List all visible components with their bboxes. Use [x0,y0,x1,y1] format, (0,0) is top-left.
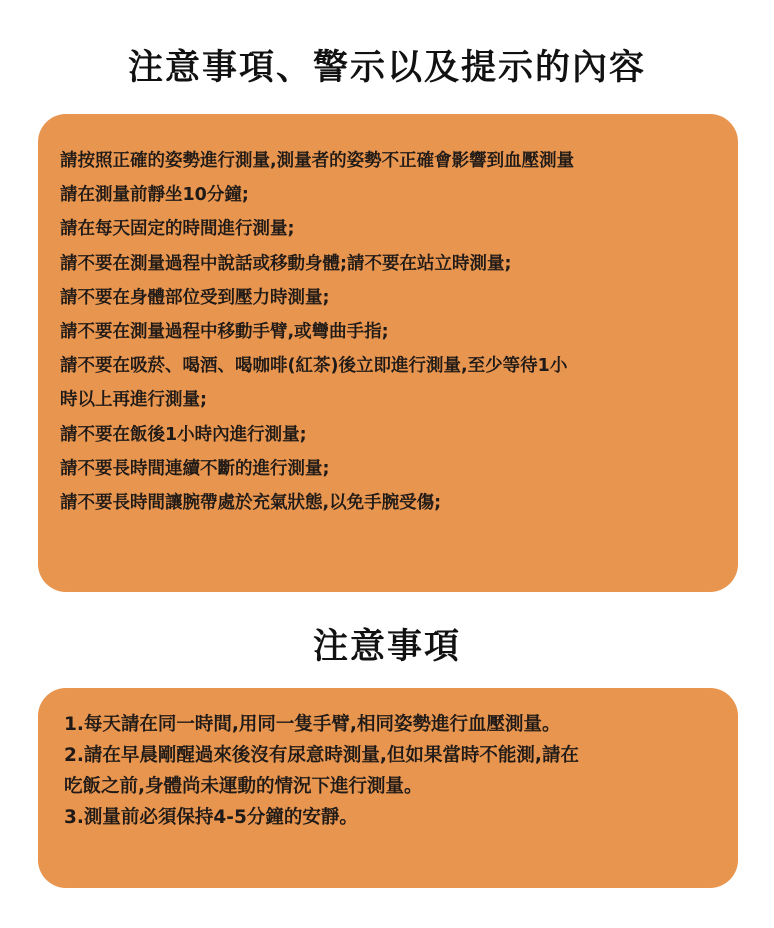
warning-item: 請不要在身體部位受到壓力時測量; [60,287,330,308]
warning-item: 請按照正確的姿勢進行測量,測量者的姿勢不正確會影響到血壓測量 [60,151,575,171]
warning-item: 請不要在飯後1小時內進行測量; [60,424,307,445]
warning-item: 請不要在吸菸、喝酒、喝咖啡(紅茶)後立即進行測量,至少等待1小 [60,356,568,377]
page-title: 注意事項、警示以及提示的內容 [127,48,646,88]
note-item: 3.測量前必須保持4-5分鐘的安靜。 [64,807,358,828]
warning-item: 請不要長時間連續不斷的進行測量; [60,458,330,479]
note-item: 2.請在早晨剛醒過來後沒有尿意時測量,但如果當時不能測,請在 [64,745,579,766]
note-item: 吃飯之前,身體尚未運動的情況下進行測量。 [64,776,423,797]
warning-item: 請不要在測量過程中移動手臂,或彎曲手指; [60,322,389,343]
warning-item: 請在每天固定的時間進行測量; [60,219,295,240]
warning-item: 請不要長時間讓腕帶處於充氣狀態,以免手腕受傷; [60,493,442,514]
note-item: 1.每天請在同一時間,用同一隻手臂,相同姿勢進行血壓測量。 [64,714,561,735]
warning-item: 時以上再進行測量; [60,390,207,411]
notes-card [38,688,738,888]
warnings-list [60,144,700,520]
warning-item: 請在測量前靜坐10分鐘; [60,185,249,206]
warnings-card [38,114,738,592]
warning-item: 請不要在測量過程中說話或移動身體;請不要在站立時測量; [60,253,512,274]
notes-list [64,709,714,833]
notes-title: 注意事項 [312,627,461,667]
